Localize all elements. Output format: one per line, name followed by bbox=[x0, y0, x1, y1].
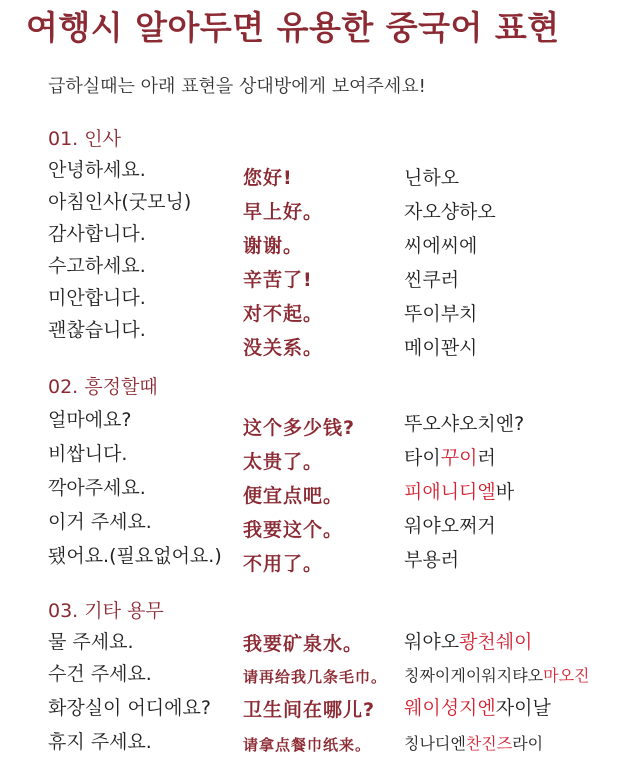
korean-phrase: 안녕하세요. bbox=[48, 159, 146, 181]
korean-phrase: 휴지 주세요. bbox=[48, 731, 152, 753]
korean-phrase: 됐어요.(필요없어요.) bbox=[48, 545, 222, 567]
pronunciation: 타이꾸이러 bbox=[404, 447, 496, 469]
korean-phrase: 화장실이 어디에요? bbox=[48, 697, 211, 719]
pronunciation: 자오샹하오 bbox=[404, 201, 496, 223]
chinese-phrase: 没关系。 bbox=[243, 337, 324, 359]
chinese-phrase: 这个多少钱? bbox=[243, 417, 356, 439]
phrase-row bbox=[0, 660, 640, 692]
pronunciation: 워야오쾅천쉐이 bbox=[404, 631, 533, 653]
chinese-phrase: 便宜点吧。 bbox=[243, 485, 344, 507]
chinese-phrase: 对不起。 bbox=[243, 303, 324, 325]
korean-phrase: 미안합니다. bbox=[48, 287, 146, 309]
pronunciation: 뚜오샤오치엔? bbox=[404, 413, 525, 435]
pronunciation: 메이꽌시 bbox=[404, 337, 478, 359]
phrase-row bbox=[0, 542, 640, 574]
pronunciation: 칭짜이게이워지탸오마오진 bbox=[404, 666, 590, 685]
phrase-row bbox=[0, 188, 640, 223]
section-heading-misc: 03. 기타 용무 bbox=[48, 600, 164, 622]
chinese-phrase: 谢谢。 bbox=[243, 235, 304, 257]
korean-phrase: 깍아주세요. bbox=[48, 477, 146, 499]
korean-phrase: 물 주세요. bbox=[48, 631, 134, 653]
phrase-row bbox=[0, 474, 640, 506]
pronunciation: 씨에씨에 bbox=[404, 235, 478, 257]
section-heading-greeting: 01. 인사 bbox=[48, 128, 121, 150]
korean-phrase: 수고하세요. bbox=[48, 255, 146, 277]
chinese-phrase: 不用了。 bbox=[243, 553, 324, 575]
pronunciation: 부용러 bbox=[404, 549, 460, 571]
phrase-row bbox=[0, 284, 640, 325]
pronunciation: 닌하오 bbox=[404, 167, 460, 189]
pronunciation: 피애니디엘바 bbox=[404, 481, 515, 503]
chinese-phrase: 我要这个。 bbox=[243, 519, 344, 541]
korean-phrase: 감사합니다. bbox=[48, 223, 146, 245]
chinese-phrase: 卫生间在哪儿? bbox=[243, 699, 376, 721]
korean-phrase: 수건 주세요. bbox=[48, 663, 152, 685]
phrase-row bbox=[0, 406, 640, 438]
phrase-row bbox=[0, 252, 640, 291]
korean-phrase: 비쌉니다. bbox=[48, 443, 128, 465]
chinese-phrase: 请拿点餐巾纸来。 bbox=[243, 736, 372, 754]
phrase-row bbox=[0, 316, 640, 359]
phrase-row bbox=[0, 440, 640, 472]
pronunciation: 워야오쩌거 bbox=[404, 515, 496, 537]
korean-phrase: 얼마에요? bbox=[48, 409, 132, 431]
chinese-phrase: 太贵了。 bbox=[243, 451, 324, 473]
phrase-row bbox=[0, 728, 640, 760]
pronunciation: 뚜이부치 bbox=[404, 303, 478, 325]
korean-phrase: 괜찮습니다. bbox=[48, 319, 146, 341]
section-heading-bargaining: 02. 흥정할때 bbox=[48, 376, 158, 398]
chinese-phrase: 您好! bbox=[243, 167, 293, 189]
korean-phrase: 아침인사(굿모닝) bbox=[48, 191, 192, 213]
pronunciation: 칭나디엔찬진즈라이 bbox=[404, 734, 544, 753]
chinese-phrase: 我要矿泉水。 bbox=[243, 633, 364, 655]
chinese-phrase: 请再给我几条毛巾。 bbox=[243, 668, 388, 686]
page-title: 여행시 알아두면 유용한 중국어 표현 bbox=[26, 8, 560, 47]
page-subtitle: 급하실때는 아래 표현을 상대방에게 보여주세요! bbox=[48, 76, 426, 97]
phrase-row bbox=[0, 220, 640, 257]
chinese-phrase: 辛苦了! bbox=[243, 269, 313, 291]
pronunciation: 웨이셩지엔자이날 bbox=[404, 697, 551, 719]
chinese-phrase: 早上好。 bbox=[243, 201, 324, 223]
phrase-row bbox=[0, 694, 640, 726]
phrase-row bbox=[0, 628, 640, 660]
pronunciation: 씬쿠러 bbox=[404, 269, 460, 291]
phrase-row bbox=[0, 508, 640, 540]
korean-phrase: 이거 주세요. bbox=[48, 511, 152, 533]
phrase-row bbox=[0, 156, 640, 188]
